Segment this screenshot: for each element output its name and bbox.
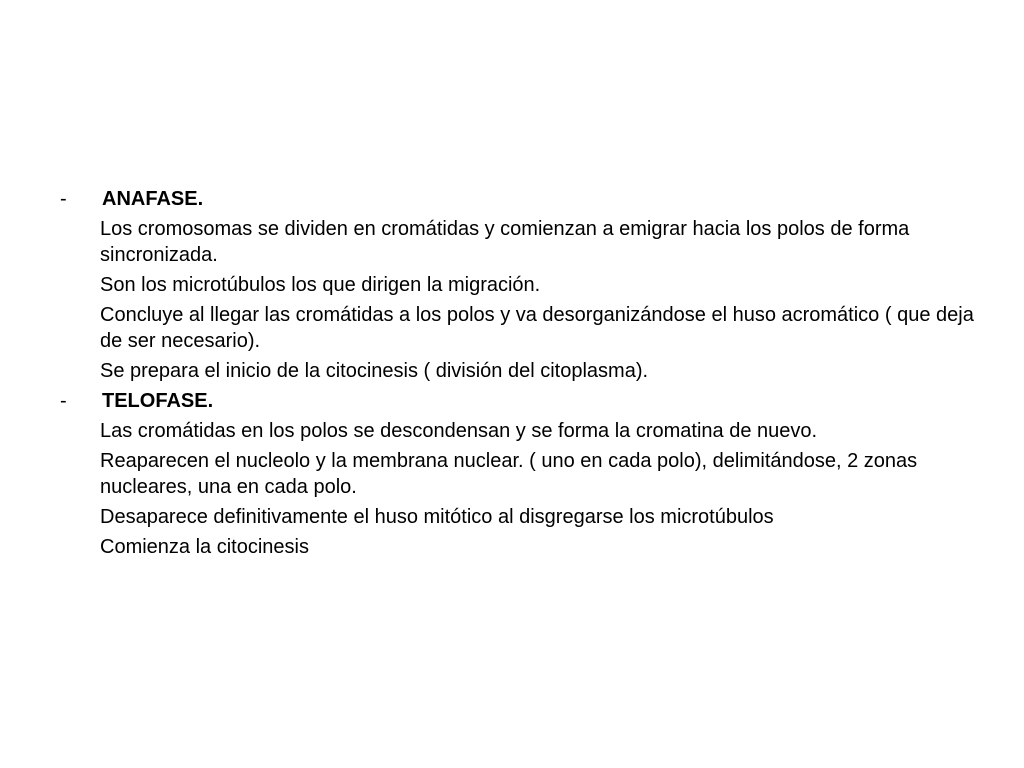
paragraph: Comienza la citocinesis bbox=[100, 536, 309, 558]
bullet-dash: - bbox=[60, 390, 67, 412]
paragraph: Los cromosomas se dividen en cromátidas y comienzan a emigrar hacia los polos de forma sincronizada. bbox=[100, 218, 910, 266]
section-heading: TELOFASE. bbox=[102, 390, 214, 412]
paragraph: Desaparece definitivamente el huso mitótico al disgregarse los microtúbulos bbox=[100, 506, 774, 528]
paragraph: Son los microtúbulos los que dirigen la migración. bbox=[100, 274, 541, 296]
section-heading: ANAFASE. bbox=[102, 188, 204, 210]
section-anafase bbox=[58, 186, 978, 384]
section-header bbox=[58, 186, 978, 212]
paragraph: Reaparecen el nucleolo y la membrana nuclear. ( uno en cada polo), delimitándose, 2 zonas nucleares, una en cada polo. bbox=[100, 450, 918, 498]
bullet-dash: - bbox=[60, 188, 67, 210]
paragraph: Se prepara el inicio de la citocinesis ( división del citoplasma). bbox=[100, 360, 649, 382]
paragraph: Concluye al llegar las cromátidas a los polos y va desorganizándose el huso acromático ( que deja de ser necesario). bbox=[100, 304, 974, 352]
paragraph: Las cromátidas en los polos se descondensan y se forma la cromatina de nuevo. bbox=[100, 420, 818, 442]
slide-content bbox=[58, 186, 978, 564]
section-header bbox=[58, 388, 978, 414]
section-telofase bbox=[58, 388, 978, 560]
